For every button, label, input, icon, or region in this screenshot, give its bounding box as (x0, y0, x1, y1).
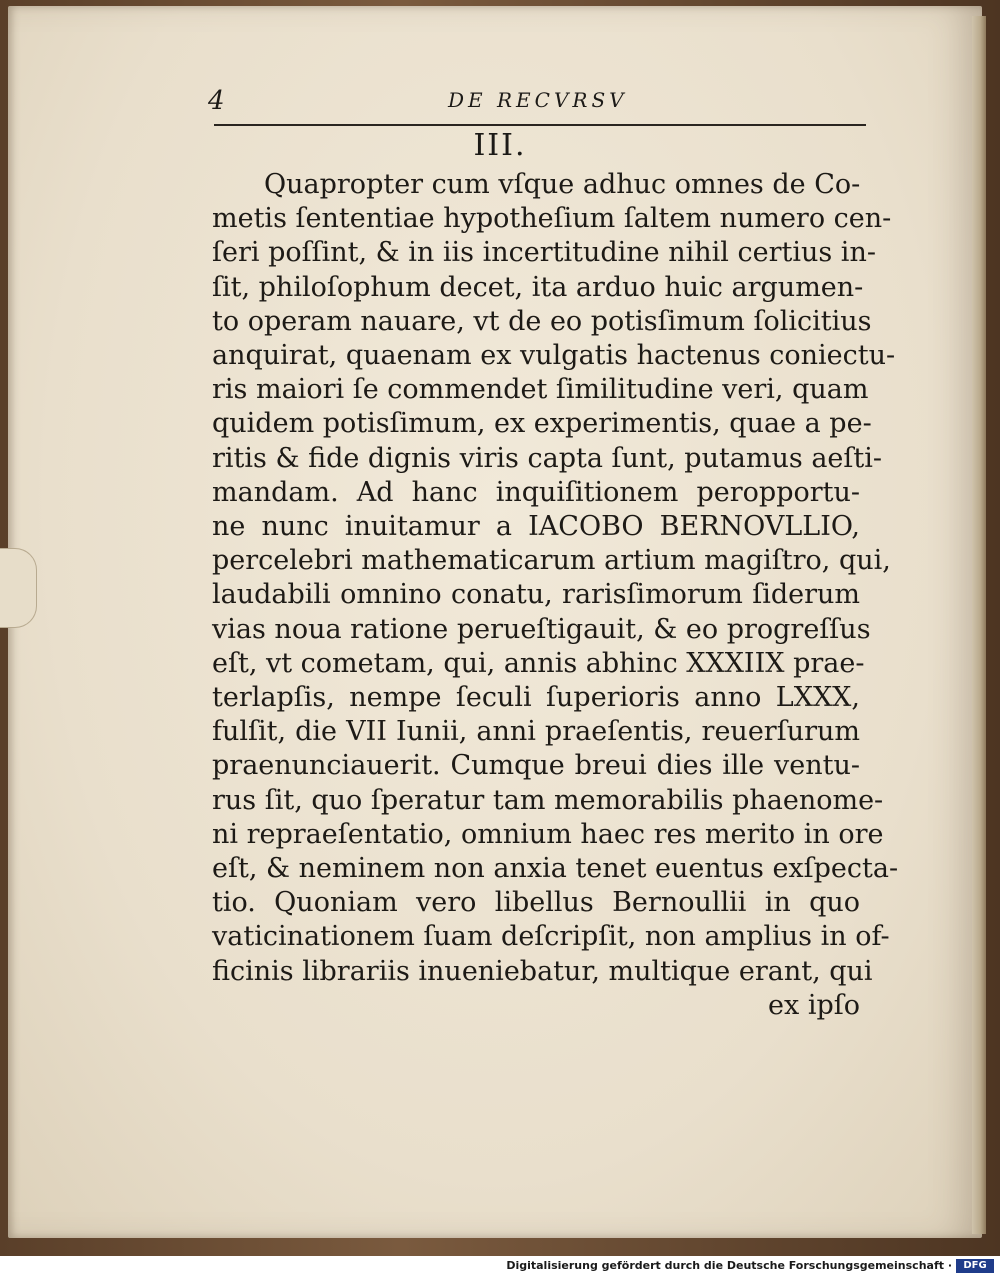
text-line: metis ſententiae hypotheſium ſaltem numero cen- (212, 203, 892, 235)
running-title: DE RECVRSV (448, 88, 628, 112)
text-line: ritis & fide dignis viris capta ſunt, putamus aeſti- (212, 442, 883, 474)
text-line: anquirat, quaenam ex vulgatis hactenus coniectu- (212, 340, 896, 372)
text-line: terlapſis, nempe ſeculi ſuperioris anno LXXX, (212, 682, 860, 714)
dfg-logo: DFG (956, 1259, 994, 1273)
catchword: ex ipſo (768, 989, 860, 1021)
page-header (208, 86, 866, 116)
text-line: mandam. Ad hanc inquiſitionem peropportu- (212, 476, 860, 508)
text-line: ficinis librariis inueniebatur, multique erant, qui (212, 955, 873, 987)
text-line: to operam nauare, vt de eo potisſimum ſolicitius (212, 305, 872, 337)
digitization-credit: Digitalisierung gefördert durch die Deutsche Forschungsgemeinschaft · (506, 1259, 952, 1272)
text-line: fulſit, die VII Iunii, anni praeſentis, reuerſurum (212, 716, 860, 748)
page-number: 4 (208, 86, 225, 116)
text-line: percelebri mathematicarum artium magiſtro, qui, (212, 545, 891, 577)
text-line: ni repraeſentatio, omnium haec res merito in ore (212, 818, 884, 850)
text-line: rus ſit, quo ſperatur tam memorabilis phaenome- (212, 784, 884, 816)
text-line: laudabili omnino conatu, rarisſimorum ſiderum (212, 579, 860, 611)
section-numeral: III. (473, 128, 527, 163)
text-line: ris maiori ſe commendet ſimilitudine veri, quam (212, 374, 869, 406)
text-line: Quapropter cum vſque adhuc omnes de Co- (264, 169, 861, 200)
text-line: ſeri poſſint, & in iis incertitudine nihil certius in- (212, 237, 876, 269)
text-line: eſt, & neminem non anxia tenet euentus exſpecta- (212, 853, 899, 885)
text-line: praenunciauerit. Cumque breui dies ille ventu- (212, 750, 860, 782)
text-line: quidem potisſimum, ex experimentis, quae a pe- (212, 408, 872, 440)
text-line: vaticinationem ſuam deſcripſit, non amplius in of- (212, 921, 890, 953)
text-line: ſit, philoſophum decet, ita arduo huic argumen- (212, 271, 864, 303)
header-rule (214, 124, 866, 126)
text-line: eſt, vt cometam, qui, annis abhinc XXXIIX prae- (212, 647, 865, 679)
text-line: ne nunc inuitamur a IACOBO BERNOVLLIO, (212, 511, 860, 543)
body-text (212, 168, 899, 1023)
text-line: tio. Quoniam vero libellus Bernoullii in quo (212, 887, 860, 919)
page-edge (972, 16, 986, 1234)
text-line: vias noua ratione perueſtigauit, & eo progreſſus (212, 613, 871, 645)
page-tab-notch (0, 548, 37, 628)
